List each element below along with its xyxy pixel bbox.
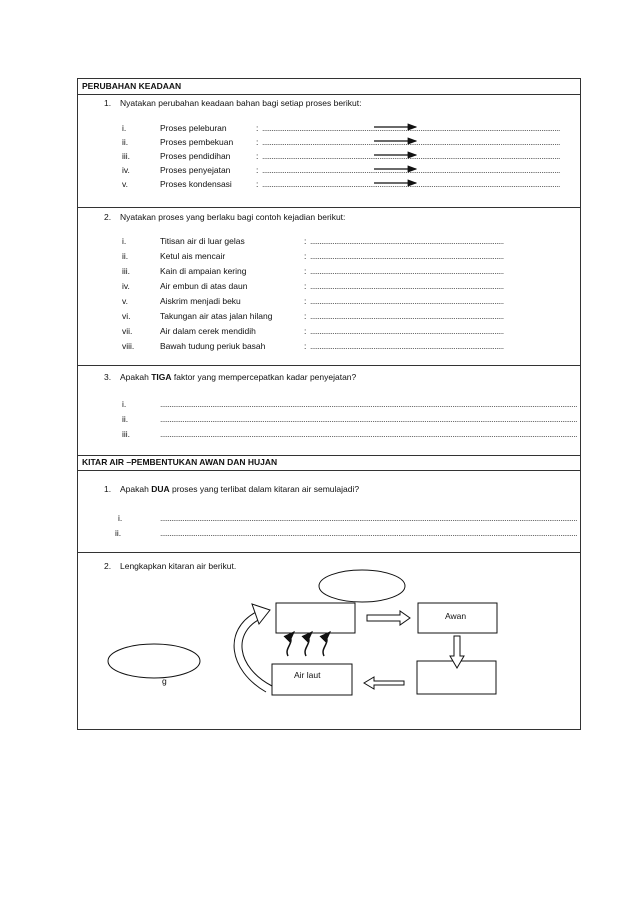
question-block-kitar-1 <box>78 470 580 553</box>
list-item: ii. ................................................................................................................................................................................................................................ <box>115 528 577 538</box>
answer-line[interactable]: ........................................................................................................ <box>310 326 504 336</box>
arrow-right-icon <box>367 611 410 625</box>
awan-label: Awan <box>445 611 467 621</box>
list-item: ii. ................................................................................................................................................................................................................................ <box>122 414 577 424</box>
question-text: Apakah DUA proses yang terlibat dalam kitaran air semulajadi? <box>120 484 360 494</box>
question-text: Apakah TIGA faktor yang mempercepatkan kadar penyejatan? <box>120 372 357 382</box>
water-cycle-diagram <box>78 552 582 729</box>
answer-line[interactable]: ................................................................................................................................................................................................................................ <box>160 513 577 523</box>
answer-line[interactable]: ................................................................................................................................................................ <box>262 165 560 175</box>
list-item: iii. Kain di ampaian kering : ........................................................................................................ <box>122 266 504 276</box>
answer-line[interactable]: ........................................................................................................ <box>310 251 504 261</box>
stray-letter: g <box>162 676 167 686</box>
answer-line[interactable]: ........................................................................................................ <box>310 236 504 246</box>
state-change-arrows <box>78 94 582 207</box>
question-text: Lengkapkan kitaran air berikut. <box>120 561 237 571</box>
list-item: ii. Ketul ais mencair : ........................................................................................................ <box>122 251 504 261</box>
list-item: iv. Air embun di atas daun : ........................................................................................................ <box>122 281 504 291</box>
answer-ellipse-left <box>108 644 200 678</box>
question-number: 2. <box>104 561 112 571</box>
question-block-2 <box>78 207 580 366</box>
question-block-kitar-2 <box>78 552 580 729</box>
answer-line[interactable]: ................................................................................................................................................................................................................................ <box>160 429 577 439</box>
question-block-1 <box>78 94 580 208</box>
answer-line[interactable]: ........................................................................................................ <box>310 341 504 351</box>
answer-line[interactable]: ........................................................................................................ <box>310 281 504 291</box>
answer-line[interactable]: ................................................................................................................................................................................................................................ <box>160 399 577 409</box>
answer-ellipse-top <box>319 570 405 602</box>
worksheet <box>77 78 581 730</box>
curved-arrow-icon <box>252 604 270 624</box>
answer-line[interactable]: ................................................................................................................................................................................................................................ <box>160 528 577 538</box>
answer-line[interactable]: ........................................................................................................ <box>310 311 504 321</box>
answer-box-top <box>276 603 355 633</box>
list-item: i. ................................................................................................................................................................................................................................ <box>118 513 577 523</box>
question-number: 1. <box>104 98 112 108</box>
list-item: vii. Air dalam cerek mendidih : ........................................................................................................ <box>122 326 504 336</box>
arrow-left-icon <box>364 677 404 689</box>
list-item: iii. Proses pendidihan : ................................................................................................................................................................ <box>122 151 560 161</box>
list-item: iii. ................................................................................................................................................................................................................................ <box>122 429 577 439</box>
question-text: Nyatakan perubahan keadaan bahan bagi setiap proses berikut: <box>120 98 362 108</box>
list-item: viii. Bawah tudung periuk basah : ........................................................................................................ <box>122 341 504 351</box>
answer-line[interactable]: ................................................................................................................................................................ <box>262 151 560 161</box>
answer-line[interactable]: ................................................................................................................................................................................................................................ <box>160 414 577 424</box>
answer-line[interactable]: ................................................................................................................................................................ <box>262 179 560 189</box>
question-number: 2. <box>104 212 112 222</box>
answer-line[interactable]: ........................................................................................................ <box>310 296 504 306</box>
question-number: 1. <box>104 484 112 494</box>
list-item: i. Proses peleburan : ................................................................................................................................................................ <box>122 123 560 133</box>
list-item: ii. Proses pembekuan : ................................................................................................................................................................ <box>122 137 560 147</box>
evaporation-arrow-icon <box>287 632 294 656</box>
section-header-kitar-air: KITAR AIR –PEMBENTUKAN AWAN DAN HUJAN <box>78 455 580 471</box>
evaporation-arrow-icon <box>305 632 312 656</box>
question-number: 3. <box>104 372 112 382</box>
air-laut-label: Air laut <box>294 670 321 680</box>
section-header-perubahan-keadaan: PERUBAHAN KEADAAN <box>78 79 580 95</box>
list-item: i. ................................................................................................................................................................................................................................ <box>122 399 577 409</box>
list-item: v. Aiskrim menjadi beku : ........................................................................................................ <box>122 296 504 306</box>
answer-line[interactable]: ................................................................................................................................................................ <box>262 137 560 147</box>
list-item: i. Titisan air di luar gelas : ........................................................................................................ <box>122 236 504 246</box>
list-item: vi. Takungan air atas jalan hilang : ........................................................................................................ <box>122 311 504 321</box>
answer-line[interactable]: ................................................................................................................................................................ <box>262 123 560 133</box>
question-block-3 <box>78 365 580 456</box>
list-item: v. Proses kondensasi : ................................................................................................................................................................ <box>122 179 560 189</box>
answer-line[interactable]: ........................................................................................................ <box>310 266 504 276</box>
list-item: iv. Proses penyejatan : ................................................................................................................................................................ <box>122 165 560 175</box>
question-text: Nyatakan proses yang berlaku bagi contoh kejadian berikut: <box>120 212 346 222</box>
evaporation-arrow-icon <box>323 632 330 656</box>
